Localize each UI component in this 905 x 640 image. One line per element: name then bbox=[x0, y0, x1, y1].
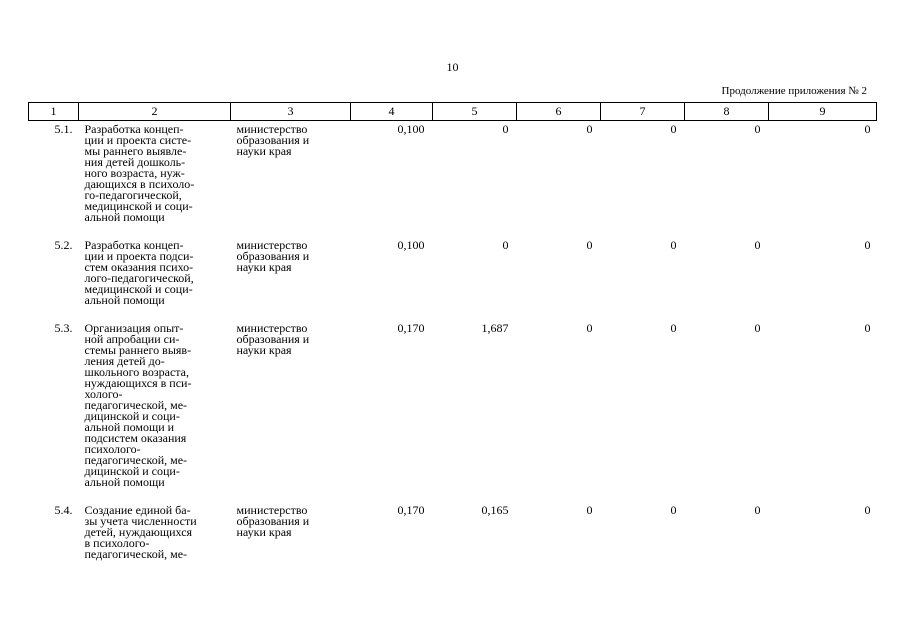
value-col-4: 0,100 bbox=[397, 238, 425, 252]
measure-name-line: школьного возраста, bbox=[84, 365, 190, 379]
measure-name-line: Разработка концеп- bbox=[84, 238, 184, 252]
measure-name-line: педагогической, ме- bbox=[84, 453, 188, 467]
appendix-table bbox=[28, 102, 877, 560]
table-row bbox=[29, 121, 877, 238]
executor-line: науки края bbox=[236, 343, 292, 357]
executor bbox=[231, 121, 351, 238]
table-row bbox=[29, 502, 877, 560]
measure-name-line: дицинской и соци- bbox=[84, 464, 180, 478]
column-header-9: 9 bbox=[769, 103, 877, 121]
table-header-row bbox=[29, 103, 877, 121]
table-row bbox=[29, 237, 877, 320]
executor bbox=[231, 502, 351, 560]
measure-name-line: дицинской и соци- bbox=[84, 409, 180, 423]
measure-name-line: альной помощи bbox=[84, 293, 165, 307]
column-header-7: 7 bbox=[601, 103, 685, 121]
value-col-8: 0 bbox=[754, 503, 761, 517]
row-number: 5.4. bbox=[54, 503, 73, 517]
measure-name-line: мы раннего выявле- bbox=[84, 144, 187, 158]
column-header-8: 8 bbox=[685, 103, 769, 121]
measure-name-line: альной помощи bbox=[84, 210, 165, 224]
value-col-4: 0,100 bbox=[397, 122, 425, 136]
measure-name-line: дающихся в психоло- bbox=[84, 177, 195, 191]
value-col-6: 0 bbox=[586, 321, 593, 335]
continuation-label: Продолжение приложения № 2 bbox=[721, 85, 867, 97]
value-col-6: 0 bbox=[586, 503, 593, 517]
measure-name-line: педагогической, ме- bbox=[84, 398, 188, 412]
value-col-4: 0,170 bbox=[397, 503, 425, 517]
column-header-1: 1 bbox=[29, 103, 79, 121]
value-col-5: 1,687 bbox=[481, 321, 509, 335]
measure-name-line: лого-педагогической, bbox=[84, 271, 194, 285]
measure-name-line: детей, нуждающихся bbox=[84, 525, 193, 539]
row-number: 5.2. bbox=[54, 238, 73, 252]
value-col-4: 0,170 bbox=[397, 321, 425, 335]
value-col-7: 0 bbox=[670, 122, 677, 136]
measure-name-line: педагогической, ме- bbox=[84, 547, 188, 561]
value-col-8: 0 bbox=[754, 122, 761, 136]
value-col-9: 0 bbox=[864, 321, 871, 335]
value-col-8: 0 bbox=[754, 321, 761, 335]
executor-line: науки края bbox=[236, 525, 292, 539]
column-header-6: 6 bbox=[517, 103, 601, 121]
value-col-5: 0 bbox=[502, 238, 509, 252]
executor bbox=[231, 237, 351, 320]
measure-name-line: в психолого- bbox=[84, 536, 150, 550]
measure-name-line: ния детей дошколь- bbox=[84, 155, 186, 169]
measure-name-line: ной апробации си- bbox=[84, 332, 180, 346]
executor-line: образования и bbox=[236, 332, 310, 346]
measure-name-line: Организация опыт- bbox=[84, 321, 184, 335]
measure-name-line: стем оказания психо- bbox=[84, 260, 194, 274]
measure-name-line: ции и проекта подси- bbox=[84, 249, 194, 263]
table-body bbox=[29, 121, 877, 561]
value-col-5: 0,165 bbox=[481, 503, 509, 517]
value-col-9: 0 bbox=[864, 238, 871, 252]
executor-line: министерство bbox=[236, 321, 308, 335]
measure-name-line: холого- bbox=[84, 387, 123, 401]
table-row bbox=[29, 320, 877, 502]
measure-name-line: медицинской и соци- bbox=[84, 282, 193, 296]
measure-name bbox=[79, 237, 231, 320]
column-header-3: 3 bbox=[231, 103, 351, 121]
row-number: 5.1. bbox=[54, 122, 73, 136]
executor bbox=[231, 320, 351, 502]
executor-line: науки края bbox=[236, 144, 292, 158]
measure-name-line: подсистем оказания bbox=[84, 431, 187, 445]
executor-line: министерство bbox=[236, 238, 308, 252]
executor-line: министерство bbox=[236, 122, 308, 136]
measure-name-line: нуждающихся в пси- bbox=[84, 376, 192, 390]
value-col-9: 0 bbox=[864, 122, 871, 136]
measure-name-line: стемы раннего выяв- bbox=[84, 343, 192, 357]
measure-name bbox=[79, 502, 231, 560]
executor-line: образования и bbox=[236, 514, 310, 528]
value-col-5: 0 bbox=[502, 122, 509, 136]
measure-name bbox=[79, 121, 231, 238]
value-col-6: 0 bbox=[586, 122, 593, 136]
measure-name-line: ного возраста, нуж- bbox=[84, 166, 185, 180]
value-col-8: 0 bbox=[754, 238, 761, 252]
column-header-4: 4 bbox=[351, 103, 433, 121]
measure-name bbox=[79, 320, 231, 502]
measure-name-line: Создание единой ба- bbox=[84, 503, 191, 517]
measure-name-line: ции и проекта систе- bbox=[84, 133, 192, 147]
executor-line: образования и bbox=[236, 133, 310, 147]
measure-name-line: альной помощи bbox=[84, 475, 165, 489]
measure-name-line: альной помощи и bbox=[84, 420, 175, 434]
page-number: 10 bbox=[446, 60, 459, 74]
value-col-7: 0 bbox=[670, 238, 677, 252]
executor-line: науки края bbox=[236, 260, 292, 274]
value-col-9: 0 bbox=[864, 503, 871, 517]
column-header-2: 2 bbox=[79, 103, 231, 121]
executor-line: министерство bbox=[236, 503, 308, 517]
measure-name-line: зы учета численности bbox=[84, 514, 197, 528]
row-number: 5.3. bbox=[54, 321, 73, 335]
measure-name-line: Разработка концеп- bbox=[84, 122, 184, 136]
column-header-5: 5 bbox=[433, 103, 517, 121]
value-col-7: 0 bbox=[670, 503, 677, 517]
measure-name-line: ления детей до- bbox=[84, 354, 165, 368]
executor-line: образования и bbox=[236, 249, 310, 263]
value-col-7: 0 bbox=[670, 321, 677, 335]
measure-name-line: медицинской и соци- bbox=[84, 199, 193, 213]
measure-name-line: го-педагогической, bbox=[84, 188, 182, 202]
value-col-6: 0 bbox=[586, 238, 593, 252]
measure-name-line: психолого- bbox=[84, 442, 141, 456]
